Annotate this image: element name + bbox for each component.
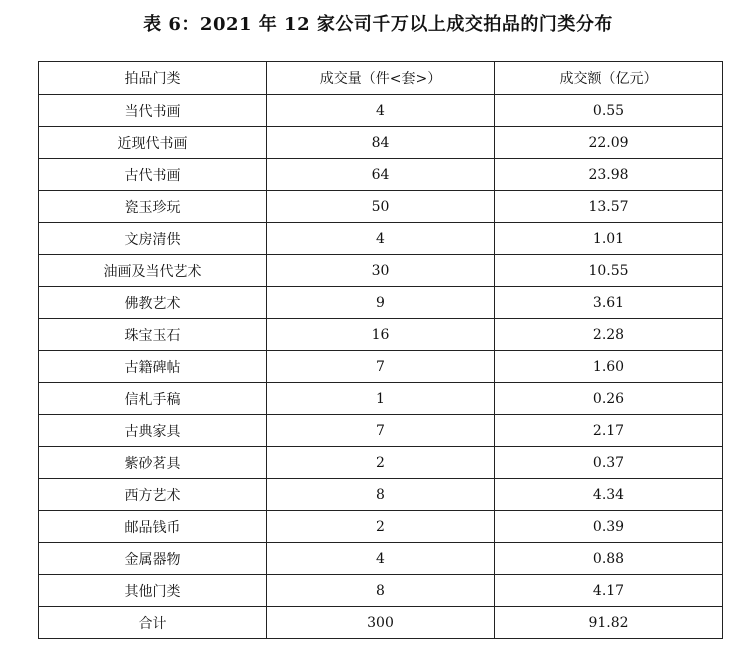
- table-row: [39, 95, 723, 127]
- table-row: [39, 255, 723, 287]
- category-cell: 瓷玉珍玩: [39, 191, 267, 223]
- volume-cell: 4: [267, 543, 495, 575]
- table-row: [39, 415, 723, 447]
- table-row: [39, 287, 723, 319]
- table-row: [39, 191, 723, 223]
- category-cell: 金属器物: [39, 543, 267, 575]
- amount-cell: 0.26: [495, 383, 723, 415]
- amount-cell: 0.39: [495, 511, 723, 543]
- table-row: [39, 543, 723, 575]
- category-cell: 佛教艺术: [39, 287, 267, 319]
- volume-cell: 84: [267, 127, 495, 159]
- table-row: [39, 223, 723, 255]
- category-distribution-table: [38, 61, 723, 639]
- amount-cell: 0.37: [495, 447, 723, 479]
- volume-cell: 7: [267, 415, 495, 447]
- table-row: [39, 351, 723, 383]
- volume-cell: 16: [267, 319, 495, 351]
- amount-cell: 10.55: [495, 255, 723, 287]
- table-row: [39, 575, 723, 607]
- category-cell: 古代书画: [39, 159, 267, 191]
- volume-cell: 64: [267, 159, 495, 191]
- table-row: [39, 383, 723, 415]
- category-cell: 当代书画: [39, 95, 267, 127]
- table-row: [39, 511, 723, 543]
- amount-cell: 91.82: [495, 607, 723, 639]
- volume-cell: 8: [267, 575, 495, 607]
- amount-cell: 13.57: [495, 191, 723, 223]
- volume-cell: 2: [267, 447, 495, 479]
- amount-cell: 1.60: [495, 351, 723, 383]
- volume-cell: 9: [267, 287, 495, 319]
- category-cell: 合计: [39, 607, 267, 639]
- table-title: 表 6：2021 年 12 家公司千万以上成交拍品的门类分布: [143, 14, 613, 35]
- volume-cell: 50: [267, 191, 495, 223]
- amount-cell: 4.17: [495, 575, 723, 607]
- table-row: [39, 159, 723, 191]
- amount-cell: 23.98: [495, 159, 723, 191]
- category-cell: 近现代书画: [39, 127, 267, 159]
- header-row: [39, 62, 723, 95]
- header-category: 拍品门类: [39, 62, 267, 95]
- volume-cell: 4: [267, 223, 495, 255]
- category-cell: 古典家具: [39, 415, 267, 447]
- volume-cell: 30: [267, 255, 495, 287]
- category-cell: 信札手稿: [39, 383, 267, 415]
- amount-cell: 0.55: [495, 95, 723, 127]
- category-cell: 西方艺术: [39, 479, 267, 511]
- category-cell: 珠宝玉石: [39, 319, 267, 351]
- category-cell: 古籍碑帖: [39, 351, 267, 383]
- header-volume: 成交量（件<套>）: [267, 62, 495, 95]
- table-row: [39, 319, 723, 351]
- amount-cell: 22.09: [495, 127, 723, 159]
- category-cell: 其他门类: [39, 575, 267, 607]
- amount-cell: 0.88: [495, 543, 723, 575]
- table-row: [39, 127, 723, 159]
- volume-cell: 7: [267, 351, 495, 383]
- volume-cell: 300: [267, 607, 495, 639]
- volume-cell: 4: [267, 95, 495, 127]
- category-cell: 紫砂茗具: [39, 447, 267, 479]
- table-row: [39, 479, 723, 511]
- amount-cell: 2.28: [495, 319, 723, 351]
- category-cell: 邮品钱币: [39, 511, 267, 543]
- volume-cell: 1: [267, 383, 495, 415]
- category-cell: 文房清供: [39, 223, 267, 255]
- amount-cell: 4.34: [495, 479, 723, 511]
- table-row: [39, 447, 723, 479]
- volume-cell: 8: [267, 479, 495, 511]
- amount-cell: 1.01: [495, 223, 723, 255]
- volume-cell: 2: [267, 511, 495, 543]
- header-amount: 成交额（亿元）: [495, 62, 723, 95]
- amount-cell: 3.61: [495, 287, 723, 319]
- category-cell: 油画及当代艺术: [39, 255, 267, 287]
- total-row: [39, 607, 723, 639]
- amount-cell: 2.17: [495, 415, 723, 447]
